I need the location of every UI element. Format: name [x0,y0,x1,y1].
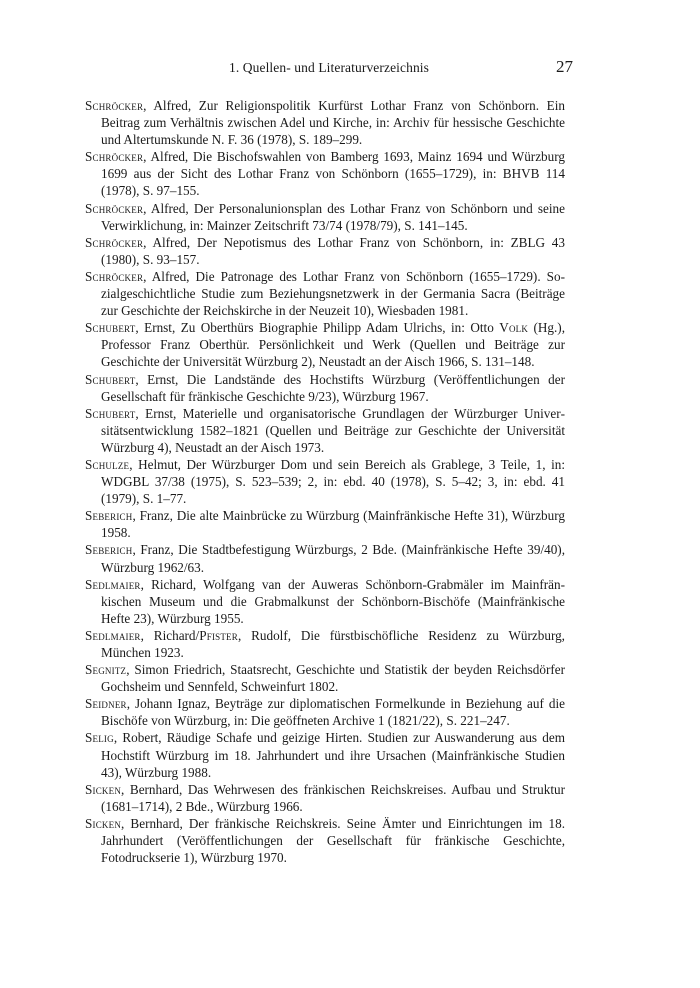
entry-coauthor: Volk [499,320,529,336]
entry-author: Schulze [85,456,130,472]
bibliography-entry [85,627,565,661]
entry-text: , Ernst, Zu Oberthürs Biographie Philipp Adam Ulrichs, in: Otto [135,320,500,336]
entry-author: Schröcker [85,149,144,165]
entry-author: Schubert [85,320,136,336]
entry-text: , Alfred, Die Patronage des Lothar Franz von Schönborn (1655–1729). Sozialgeschichtliche Studie zum Beziehungsnetzwerk in der Germania Sacra (Beiträge zur Geschichte der Reichskirche in der Neuzeit 10), Wiesbaden 1981. [101,268,565,319]
bibliography-entry [85,97,565,148]
entry-coauthor: Pfister [199,627,238,643]
entry-author: Segnitz [85,662,127,678]
entry-text: , Johann Ignaz, Beyträge zur diplomatischen Formelkunde in Beziehung auf die Bischöfe von Würzburg, in: Die geöffneten Archive 1 (1821/22), S. 221–247. [101,696,565,729]
entry-text: , Rudolf, Die fürstbischöfliche Residenz zu Würzburg, München 1923. [101,627,565,660]
bibliography-entry [85,200,565,234]
bibliography-entry [85,695,565,729]
bibliography-entry [85,661,565,695]
entry-author: Schubert [85,405,136,421]
entry-author: Sicken [85,815,122,831]
entry-author: Schröcker [85,200,144,216]
bibliography-entry [85,319,565,370]
bibliography-list [85,97,565,866]
bibliography-entry [85,507,565,541]
running-title: 1. Quellen- und Literaturverzeichnis [228,60,430,75]
entry-author: Schröcker [85,268,144,284]
entry-text: , Richard, Wolfgang van der Auweras Schönborn-Grabmäler im Mainfränkischen Museum und die Grabmalkunst der Schönborn-Bischöfe (Mainfränkische Hefte 23), Würzburg 1955. [101,576,565,626]
entry-author: Selig [85,730,114,746]
bibliography-entry [85,371,565,405]
bibliography-entry [85,268,565,319]
entry-author: Schröcker [85,234,144,250]
bibliography-entry [85,781,565,815]
page-number: 27 [556,57,573,76]
bibliography-entry [85,405,565,456]
entry-author: Schubert [85,371,136,387]
bibliography-entry [85,729,565,780]
entry-text: , Ernst, Materielle und organisatorische Grundlagen der Würzburger Universitätsentwicklung 1582–1821 (Quellen und Beiträge zur Geschichte der Universität Würzburg 4), Neustadt an der Aisch 1973. [101,405,565,455]
entry-text: , Alfred, Zur Religionspolitik Kurfürst Lothar Franz von Schönborn. Ein Beitrag zum Verhältnis zwischen Adel und Kirche, in: Archiv für hessische Geschichte und Altertumskunde N. F. 36 (1978), S. 189–299. [101,98,565,148]
bibliography-entry [85,148,565,199]
bibliography-entry [85,234,565,268]
entry-text: (Hg.), Professor Franz Oberthür. Persönlichkeit und Werk (Quellen und Beiträge zur Geschichte der Universität Würzburg 2), Neustadt an der Aisch 1966, S. 131–148. [101,320,565,370]
entry-author: Sicken [85,781,122,797]
entry-author: Sedlmaier [85,576,141,592]
entry-text: , Simon Friedrich, Staatsrecht, Geschichte und Statistik der beyden Reichsdörfer Gochsheim und Sennfeld, Schweinfurt 1802. [101,662,565,695]
entry-author: Seberich [85,508,133,524]
entry-text: , Alfred, Der Nepotismus des Lothar Franz von Schönborn, in: ZBLG 43 (1980), S. 93–157. [101,234,565,267]
bibliography-entry [85,576,565,627]
entry-text: , Franz, Die Stadtbefestigung Würzburgs, 2 Bde. (Mainfränkische Hefte 39/40), Würzburg 1962/63. [101,542,565,575]
entry-text: , Ernst, Die Landstände des Hochstifts Würzburg (Veröffentlichungen der Gesellschaft für fränkische Geschichte 9/23), Würzburg 1967. [101,371,565,404]
entry-text: , Bernhard, Das Wehrwesen des fränkischen Reichskreises. Aufbau und Struktur (1681–1714), 2 Bde., Würzburg 1966. [101,781,565,814]
entry-text: , Helmut, Der Würzburger Dom und sein Bereich als Grablege, 3 Teile, 1, in: WDGBL 37/38 (1975), S. 523–539; 2, in: ebd. 40 (1978), S. 5–42; 3, in: ebd. 41 (1979), S. 1–77. [101,456,565,507]
running-header [85,57,573,80]
entry-author: Sedlmaier [85,627,141,643]
entry-text: , Alfred, Die Bischofswahlen von Bamberg 1693, Mainz 1694 und Würzburg 1699 aus der Sicht des Lothar Franz von Schönborn (1655–1729), in: BHVB 114 (1978), S. 97–155. [101,149,565,199]
entry-author: Schröcker [85,98,144,113]
entry-author: Seberich [85,542,133,558]
bibliography-entry [85,815,565,866]
entry-text: , Bernhard, Der fränkische Reichskreis. Seine Ämter und Einrichtungen im 18. Jahrhundert (Veröffentlichungen der Gesellschaft für fränkische Geschichte, Fotodruckserie 1), Würzburg 1970. [101,815,565,866]
entry-text: , Richard/ [140,627,200,643]
bibliography-entry [85,456,565,507]
entry-text: , Alfred, Der Personalunionsplan des Lothar Franz von Schönborn und seine Verwirklichung, in: Mainzer Zeitschrift 73/74 (1978/79), S. 141–145. [101,200,565,233]
entry-author: Seidner [85,696,127,712]
entry-text: , Franz, Die alte Mainbrücke zu Würzburg (Mainfränkische Hefte 31), Würzburg 1958. [101,508,565,541]
bibliography-entry [85,541,565,575]
entry-text: , Robert, Räudige Schafe und geizige Hirten. Studien zur Auswanderung aus dem Hochstift Würzburg im 18. Jahrhundert und ihre Ursachen (Mainfränkische Studien 43), Würzburg 1988. [101,730,565,780]
